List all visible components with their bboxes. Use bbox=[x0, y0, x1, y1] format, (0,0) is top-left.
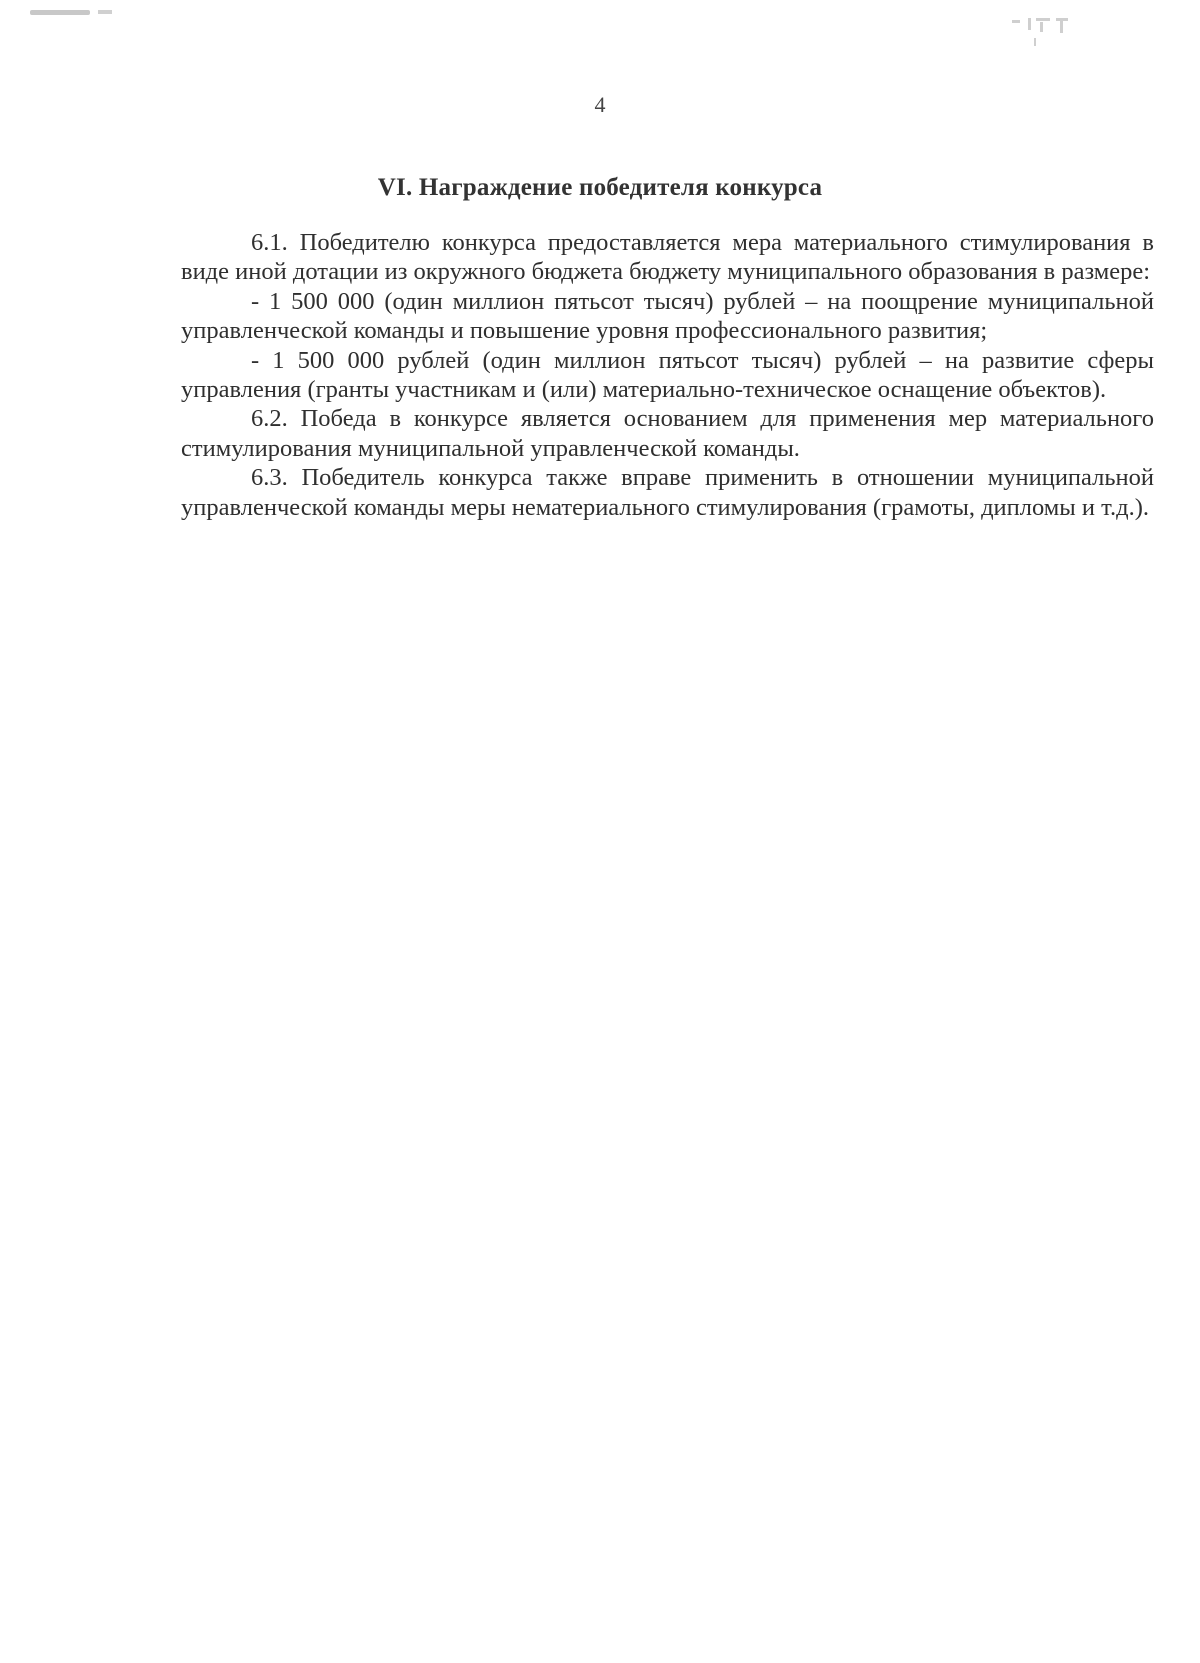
paragraph-6-3: 6.3. Победитель конкурса также вправе применить в отношении муниципальной управленческой команды меры нематериального стимулирования (грамоты, дипломы и т.д.). bbox=[181, 464, 1154, 521]
scan-artifact-mark bbox=[1012, 16, 1102, 46]
page-number: 4 bbox=[594, 92, 606, 117]
section-body bbox=[181, 228, 1154, 522]
paragraph-6-1: 6.1. Победителю конкурса предоставляется мера материального стимулирования в виде иной дотации из окружного бюджета бюджету муниципального образования в размере: bbox=[181, 229, 1154, 286]
paragraph-bullet-2: - 1 500 000 рублей (один миллион пятьсот тысяч) рублей – на развитие сферы управления (гранты участникам и (или) материально-техническое оснащение объектов). bbox=[181, 346, 1154, 404]
scan-artifact-mark bbox=[30, 10, 90, 15]
paragraph-6-2: 6.2. Победа в конкурсе является основанием для применения мер материального стимулирования муниципальной управленческой команды. bbox=[181, 405, 1154, 462]
section-title: VI. Награждение победителя конкурса bbox=[377, 174, 823, 201]
paragraph-bullet-1: - 1 500 000 (один миллион пятьсот тысяч) рублей – на поощрение муниципальной управленческой команды и повышение уровня профессионального развития; bbox=[181, 287, 1154, 345]
